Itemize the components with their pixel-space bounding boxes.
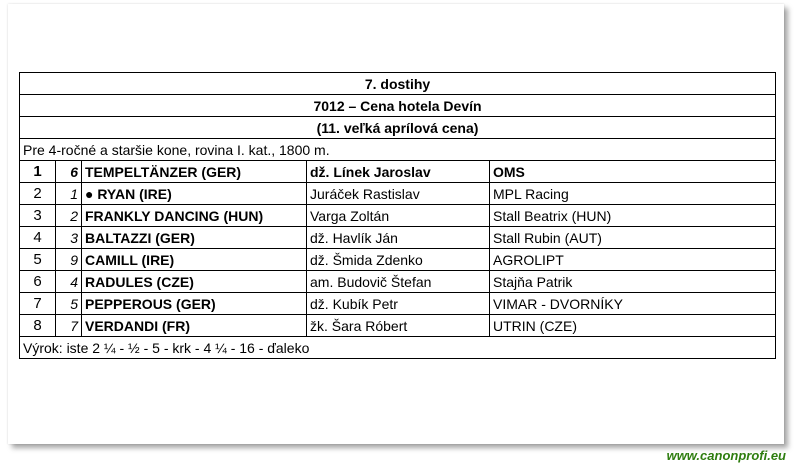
race-title-row (20, 73, 776, 95)
place: 5 (20, 249, 56, 271)
gate-number: 4 (56, 271, 82, 293)
horse-name: TEMPELTÄNZER (GER) (82, 161, 307, 183)
gate-number: 5 (56, 293, 82, 315)
horse-name: FRANKLY DANCING (HUN) (82, 205, 307, 227)
results-table (19, 72, 776, 359)
jockey: dž. Línek Jaroslav (307, 161, 490, 183)
place: 4 (20, 227, 56, 249)
horse-name: CAMILL (IRE) (82, 249, 307, 271)
owner: AGROLIPT (490, 249, 776, 271)
result-row (20, 271, 776, 293)
gate-number: 6 (56, 161, 82, 183)
place: 3 (20, 205, 56, 227)
race-conditions: Pre 4-ročné a staršie kone, rovina I. kat., 1800 m. (20, 139, 776, 161)
owner: MPL Racing (490, 183, 776, 205)
result-row (20, 227, 776, 249)
result-row (20, 205, 776, 227)
race-name: 7012 – Cena hotela Devín (20, 95, 776, 117)
finish-margins: Výrok: iste 2 ¼ - ½ - 5 - krk - 4 ¼ - 16 - ďaleko (20, 337, 776, 359)
gate-number: 2 (56, 205, 82, 227)
gate-number: 3 (56, 227, 82, 249)
gate-number: 7 (56, 315, 82, 337)
horse-name: ● RYAN (IRE) (82, 183, 307, 205)
margins-row (20, 337, 776, 359)
race-title: 7. dostihy (20, 73, 776, 95)
jockey: žk. Šara Róbert (307, 315, 490, 337)
result-row (20, 315, 776, 337)
jockey: Varga Zoltán (307, 205, 490, 227)
jockey: am. Budovič Štefan (307, 271, 490, 293)
place: 1 (20, 161, 56, 183)
owner: OMS (490, 161, 776, 183)
result-row (20, 249, 776, 271)
race-subtitle: (11. veľká aprílová cena) (20, 117, 776, 139)
watermark-url: www.canonprofi.eu (666, 448, 786, 463)
owner: Stall Beatrix (HUN) (490, 205, 776, 227)
horse-name: RADULES (CZE) (82, 271, 307, 293)
gate-number: 1 (56, 183, 82, 205)
place: 2 (20, 183, 56, 205)
horse-name: VERDANDI (FR) (82, 315, 307, 337)
place: 7 (20, 293, 56, 315)
race-conditions-row (20, 139, 776, 161)
jockey: dž. Šmida Zdenko (307, 249, 490, 271)
jockey: dž. Havlík Ján (307, 227, 490, 249)
jockey: dž. Kubík Petr (307, 293, 490, 315)
owner: UTRIN (CZE) (490, 315, 776, 337)
place: 8 (20, 315, 56, 337)
owner: Stall Rubin (AUT) (490, 227, 776, 249)
horse-name: PEPPEROUS (GER) (82, 293, 307, 315)
gate-number: 9 (56, 249, 82, 271)
result-row (20, 293, 776, 315)
result-row (20, 161, 776, 183)
horse-name: BALTAZZI (GER) (82, 227, 307, 249)
result-row (20, 183, 776, 205)
owner: Stajňa Patrik (490, 271, 776, 293)
owner: VIMAR - DVORNÍKY (490, 293, 776, 315)
results-table-wrapper (19, 72, 775, 359)
place: 6 (20, 271, 56, 293)
jockey: Juráček Rastislav (307, 183, 490, 205)
race-name-row (20, 95, 776, 117)
race-subtitle-row (20, 117, 776, 139)
